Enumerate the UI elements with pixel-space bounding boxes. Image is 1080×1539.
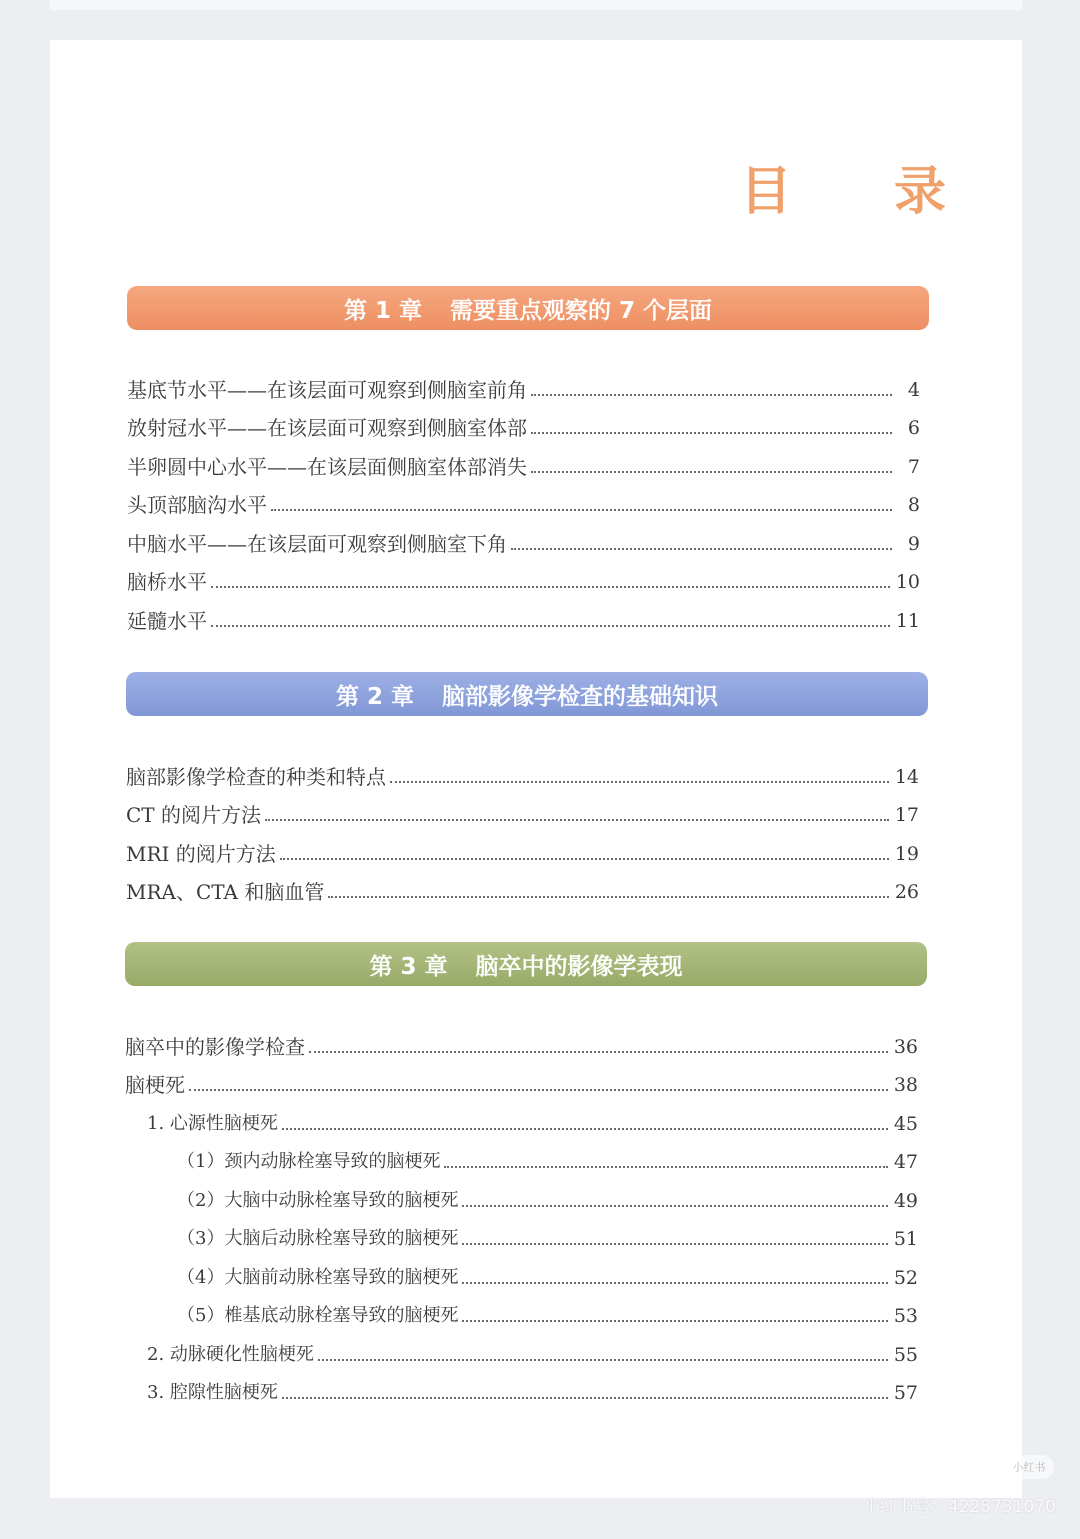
- dot-leader: [462, 1282, 887, 1284]
- toc-entry-label: CT 的阅片方法: [126, 803, 261, 827]
- dot-leader: [189, 1089, 888, 1091]
- dot-leader: [328, 896, 888, 898]
- dot-leader: [271, 509, 892, 511]
- toc-entry-label: 基底节水平——在该层面可观察到侧脑室前角: [127, 377, 527, 402]
- toc-subentry[interactable]: [125, 1214, 918, 1253]
- toc-entry-label: （1）颈内动脉栓塞导致的脑梗死: [177, 1151, 441, 1172]
- toc-entry-page: 45: [893, 1112, 918, 1135]
- toc-entry-label: 放射冠水平——在该层面可观察到侧脑室体部: [127, 416, 527, 440]
- chapter-1-banner: [127, 286, 929, 330]
- toc-entry[interactable]: [127, 480, 920, 519]
- toc-entry-label: 中脑水平——在该层面可观察到侧脑室下角: [127, 531, 507, 556]
- toc-entry-page: 17: [894, 804, 919, 826]
- toc-entry-label: （5）椎基底动脉栓塞导致的脑梗死: [177, 1305, 459, 1326]
- toc-entry-page: 7: [907, 455, 920, 478]
- dot-leader: [531, 432, 892, 434]
- watermark-text: 小红书号：4228731070: [862, 1497, 1056, 1517]
- dot-leader: [282, 1397, 888, 1399]
- dot-leader: [462, 1243, 887, 1245]
- toc-entry-page: 14: [894, 765, 919, 788]
- toc-entry-label: 脑桥水平: [127, 570, 207, 594]
- toc-entry-page: 19: [894, 842, 919, 865]
- watermark-logo: 小红书: [1004, 1455, 1054, 1479]
- dot-leader: [265, 819, 889, 821]
- toc-entry-label: 1. 心源性脑梗死: [147, 1112, 278, 1134]
- toc-entry[interactable]: [126, 790, 919, 829]
- toc-entry-page: 53: [893, 1305, 918, 1327]
- toc-entry-label: 脑部影像学检查的种类和特点: [126, 764, 386, 789]
- toc-entry-label: 脑梗死: [125, 1073, 185, 1097]
- toc-entry[interactable]: [127, 441, 920, 480]
- toc-entry-page: 38: [893, 1074, 918, 1096]
- dot-leader: [390, 781, 889, 783]
- top-edge-strip: [50, 0, 1022, 10]
- toc-entry-page: 57: [893, 1382, 918, 1404]
- toc-entry-page: 6: [907, 417, 920, 439]
- chapter-1-title: 需要重点观察的 7 个层面: [450, 297, 713, 324]
- toc-entry-label: 3. 腔隙性脑梗死: [147, 1382, 278, 1403]
- dot-leader: [511, 548, 892, 550]
- chapter-2-banner: [126, 672, 928, 716]
- chapter-2-entries: [126, 751, 919, 905]
- toc-subentry[interactable]: [125, 1252, 918, 1291]
- dot-leader: [531, 394, 892, 396]
- chapter-2-title: 脑部影像学检查的基础知识: [442, 683, 719, 710]
- toc-entry-page: 47: [893, 1151, 918, 1173]
- toc-entry-page: 36: [893, 1035, 918, 1058]
- dot-leader: [318, 1359, 888, 1361]
- dot-leader: [444, 1166, 887, 1168]
- toc-entry-page: 11: [895, 609, 920, 632]
- chapter-1-number: 第 1 章: [343, 297, 422, 324]
- toc-entry-label: 2. 动脉硬化性脑梗死: [147, 1343, 314, 1365]
- chapter-1-entries: [127, 364, 920, 634]
- toc-entry[interactable]: [127, 403, 920, 442]
- toc-entry[interactable]: [127, 595, 920, 634]
- toc-entry-label: 脑卒中的影像学检查: [125, 1034, 305, 1059]
- chapter-3-title: 脑卒中的影像学表现: [475, 953, 683, 980]
- toc-subentry[interactable]: [125, 1175, 918, 1214]
- toc-entry[interactable]: [126, 828, 919, 867]
- toc-entry-page: 51: [893, 1228, 918, 1250]
- toc-entry-page: 4: [907, 378, 920, 401]
- toc-subentry[interactable]: [125, 1291, 918, 1330]
- toc-entry-page: 10: [895, 571, 920, 593]
- toc-subentry[interactable]: [125, 1137, 918, 1176]
- toc-entry[interactable]: [127, 518, 920, 557]
- toc-subentry[interactable]: [125, 1098, 918, 1137]
- chapter-3-banner: [125, 942, 927, 986]
- toc-entry-label: 头顶部脑沟水平: [127, 493, 267, 517]
- toc-entry-label: （2）大脑中动脉栓塞导致的脑梗死: [177, 1189, 459, 1211]
- toc-entry-label: 半卵圆中心水平——在该层面侧脑室体部消失: [127, 454, 527, 479]
- dot-leader: [280, 858, 889, 860]
- toc-entry-page: 8: [907, 494, 920, 516]
- dot-leader: [531, 471, 892, 473]
- toc-entry-page: 26: [894, 881, 919, 903]
- toc-entry[interactable]: [125, 1060, 918, 1099]
- toc-entry-label: （4）大脑前动脉栓塞导致的脑梗死: [177, 1266, 459, 1288]
- toc-entry[interactable]: [125, 1021, 918, 1060]
- dot-leader: [462, 1320, 887, 1322]
- toc-entry-page: 49: [893, 1189, 918, 1212]
- toc-subentry[interactable]: [125, 1329, 918, 1368]
- toc-entry-label: MRA、CTA 和脑血管: [126, 880, 325, 904]
- toc-entry-label: 延髓水平: [127, 608, 207, 633]
- dot-leader: [462, 1205, 887, 1207]
- toc-entry[interactable]: [127, 557, 920, 596]
- chapter-2-number: 第 2 章: [335, 683, 415, 710]
- toc-title: 目 录: [739, 162, 988, 222]
- dot-leader: [211, 625, 890, 627]
- dot-leader: [282, 1128, 888, 1130]
- toc-entry-page: 9: [907, 532, 920, 555]
- toc-entry-label: MRI 的阅片方法: [126, 841, 276, 866]
- toc-subentry[interactable]: [125, 1368, 918, 1407]
- toc-entry[interactable]: [127, 364, 920, 403]
- toc-entry[interactable]: [126, 867, 919, 906]
- toc-entry-label: （3）大脑后动脉栓塞导致的脑梗死: [177, 1228, 459, 1249]
- chapter-3-number: 第 3 章: [369, 953, 448, 980]
- chapter-3-entries: [125, 1021, 918, 1406]
- toc-entry-page: 52: [893, 1266, 918, 1289]
- dot-leader: [211, 586, 890, 588]
- toc-entry-page: 55: [893, 1343, 918, 1366]
- dot-leader: [309, 1051, 888, 1053]
- toc-entry[interactable]: [126, 751, 919, 790]
